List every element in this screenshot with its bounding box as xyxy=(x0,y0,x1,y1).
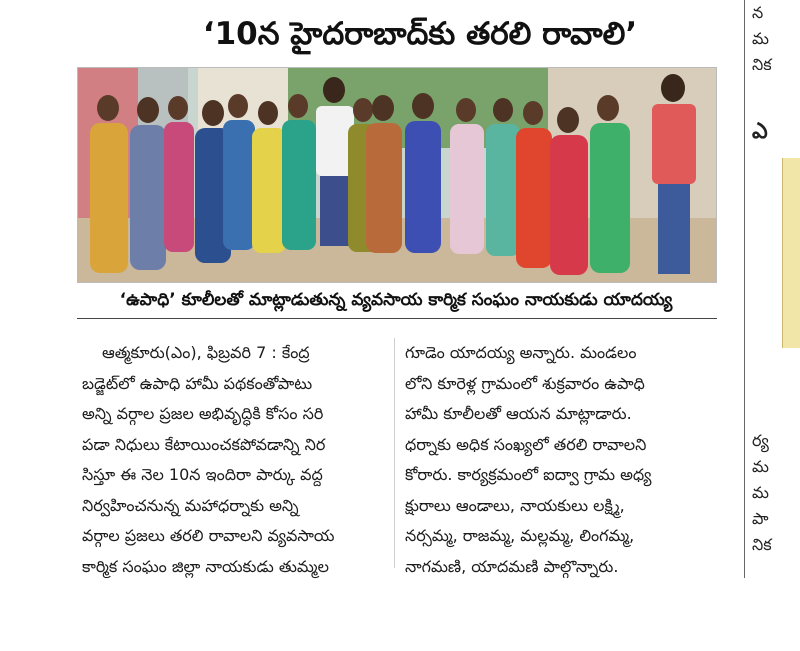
adjacent-article-photo xyxy=(782,158,800,348)
body-line: లోని కూరెళ్ల గ్రామంలో శుక్రవారం ఉపాధి xyxy=(405,373,645,393)
body-line: బడ్జెట్‌లో ఉపాధి హామీ పథకంతోపాటు xyxy=(82,373,313,393)
adjacent-line: ర్య xyxy=(752,431,769,450)
adjacent-line: మ xyxy=(752,29,769,48)
adjacent-line: నిక xyxy=(752,535,772,554)
photo-caption: ‘ఉపాధి’ కూలీలతో మాట్లాడుతున్న వ్యవసాయ కార్మిక సంఘం నాయకుడు యాదయ్య xyxy=(119,290,673,310)
body-line: నిర్వహించనున్న మహాధర్నాకు అన్ని xyxy=(82,495,299,515)
body-line: అన్ని వర్గాల ప్రజల అభివృద్ధికి కోసం సరి xyxy=(82,404,324,423)
body-line: వర్గాల ప్రజలు తరలి రావాలని వ్యవసాయ xyxy=(82,526,335,545)
group-photo-illustration xyxy=(78,68,716,282)
adjacent-article-headline: ఎ xyxy=(752,119,768,144)
body-line: హామీ కూలీలతో ఆయన మాట్లాడారు. xyxy=(405,404,632,423)
body-line: గూడెం యాదయ్య అన్నారు. మండలం xyxy=(405,343,637,362)
body-line: ఆత్మకూరు(ఎం), ఫిబ్రవరి 7 : కేంద్ర xyxy=(102,343,310,362)
page-column-rule xyxy=(744,0,745,578)
body-line: నాగమణి, యాదమణి పాల్గొన్నారు. xyxy=(405,556,619,576)
adjacent-line: నిక xyxy=(752,55,772,70)
body-line: పడా నిధులు కేటాయించకపోవడాన్ని నిర xyxy=(82,434,326,454)
body-line: క్షురాలు ఆండాలు, నాయకులు లక్ష్మి, xyxy=(405,495,625,515)
article-body-left-column xyxy=(82,338,382,578)
adjacent-line: మ xyxy=(752,483,769,502)
article-body-right-column xyxy=(405,338,717,578)
adjacent-article-text-bottom xyxy=(752,428,800,578)
article-headline: ‘10న హైదరాబాద్‌కు తరలి రావాలి’ xyxy=(202,16,638,52)
adjacent-line: మ xyxy=(752,457,769,476)
body-line: ధర్నాకు అధిక సంఖ్యలో తరలి రావాలని xyxy=(405,434,647,454)
column-divider xyxy=(394,338,395,568)
body-line: సిస్తూ ఈ నెల 10న ఇందిరా పార్కు వద్ద xyxy=(82,465,323,484)
adjacent-line: న xyxy=(752,3,764,22)
adjacent-line: పా xyxy=(752,509,769,528)
caption-rule xyxy=(77,318,717,319)
body-line: నర్సమ్మ, రాజమ్మ, మల్లమ్మ, లింగమ్మ, xyxy=(405,526,635,545)
body-line: కార్మిక సంఘం జిల్లా నాయకుడు తుమ్మల xyxy=(82,556,329,576)
adjacent-article-text-top xyxy=(752,0,800,70)
body-line: కోరారు. కార్యక్రమంలో ఐద్వా గ్రామ అధ్య xyxy=(405,465,652,484)
article-photo xyxy=(77,67,717,283)
